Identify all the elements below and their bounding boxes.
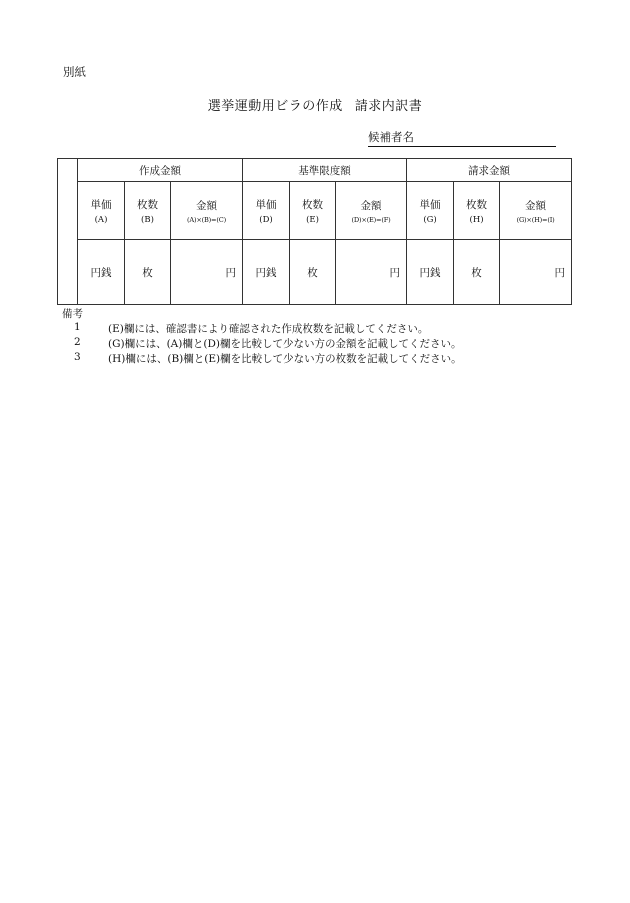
cell-b[interactable]: 枚	[125, 240, 171, 305]
cell-i[interactable]: 円	[500, 240, 572, 305]
row-label-cell	[58, 159, 78, 305]
document-title	[0, 95, 630, 114]
remark-number: 3	[74, 351, 81, 363]
remark-text: (H)欄には、(B)欄と(E)欄を比較して少ない方の枚数を記載してください。	[108, 353, 462, 365]
col-header-c: 金額 (A)×(B)=(C)	[171, 182, 243, 240]
col-header-b: 枚数 (B)	[125, 182, 171, 240]
col-header-h: 枚数 (H)	[454, 182, 500, 240]
candidate-name-field[interactable]	[368, 129, 556, 147]
group-header-row	[58, 159, 572, 182]
annex-label: 別紙	[63, 65, 86, 79]
group-header-claim: 請求金額	[407, 159, 572, 182]
cell-g[interactable]: 円銭	[407, 240, 454, 305]
cell-f[interactable]: 円	[336, 240, 407, 305]
group-header-production: 作成金額	[78, 159, 243, 182]
remark-item	[70, 336, 462, 351]
remark-item	[70, 321, 462, 336]
candidate-name-label: 候補者名	[368, 130, 414, 144]
remarks-list	[70, 321, 462, 366]
cell-a[interactable]: 円銭	[78, 240, 125, 305]
cell-d[interactable]: 円銭	[243, 240, 290, 305]
remark-text: (E)欄には、確認書により確認された作成枚数を記載してください。	[108, 323, 429, 335]
remark-item	[70, 351, 462, 366]
remark-text: (G)欄には、(A)欄と(D)欄を比較して少ない方の金額を記載してください。	[108, 338, 462, 350]
col-header-i: 金額 (G)×(H)=(I)	[500, 182, 572, 240]
group-header-limit: 基準限度額	[243, 159, 407, 182]
col-header-d: 単価 (D)	[243, 182, 290, 240]
col-header-e: 枚数 (E)	[290, 182, 336, 240]
column-header-row	[58, 182, 572, 240]
cell-c[interactable]: 円	[171, 240, 243, 305]
breakdown-table	[57, 158, 572, 305]
remark-number: 2	[74, 336, 81, 348]
remark-number: 1	[74, 321, 81, 333]
col-header-g: 単価 (G)	[407, 182, 454, 240]
title-main: 選挙運動用ビラの作成	[207, 99, 343, 114]
cell-h[interactable]: 枚	[454, 240, 500, 305]
cell-e[interactable]: 枚	[290, 240, 336, 305]
title-suffix: 請求内訳書	[354, 99, 423, 114]
col-header-a: 単価 (A)	[78, 182, 125, 240]
col-header-f: 金額 (D)×(E)=(F)	[336, 182, 407, 240]
data-entry-row	[58, 240, 572, 305]
remarks-label: 備考	[62, 308, 83, 320]
